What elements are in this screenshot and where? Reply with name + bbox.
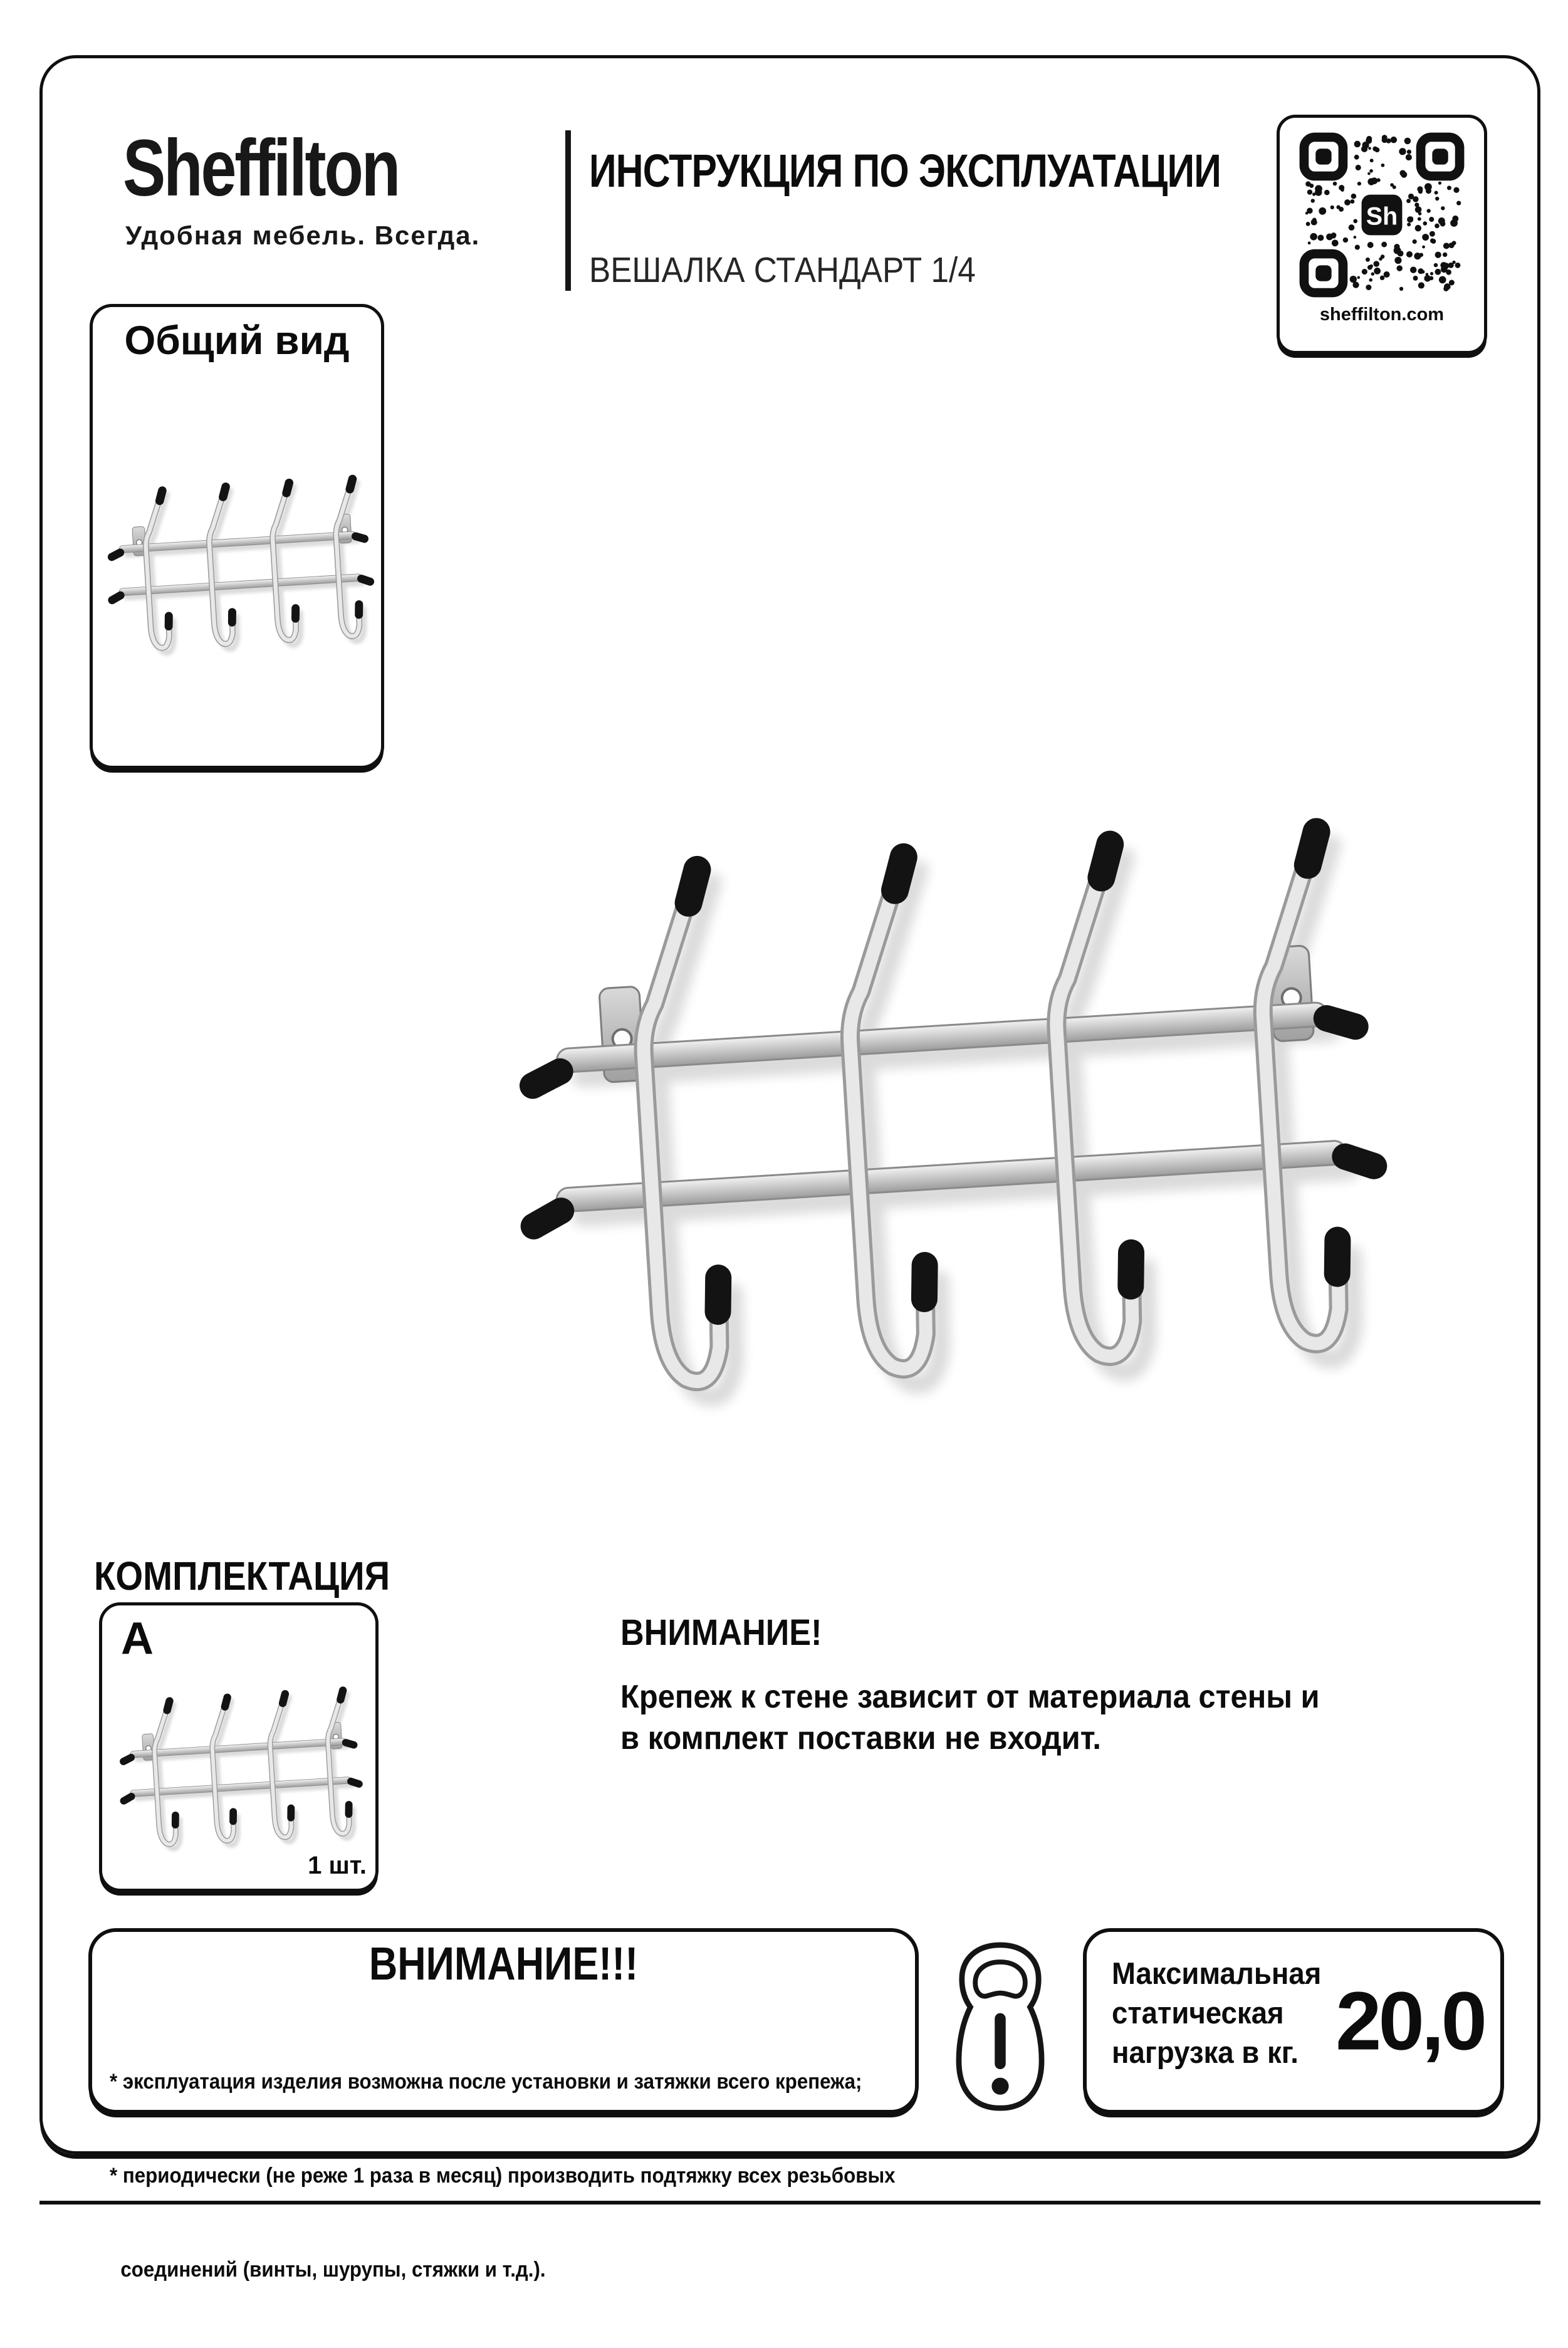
mounting-notice-text [620, 1676, 1445, 1759]
svg-text:Sh: Sh [1366, 202, 1398, 231]
max-load-label-line: нагрузка в кг. [1112, 2036, 1299, 2070]
warning-bullet: * эксплуатация изделия возможна после установки и затяжки всего крепежа; [110, 2070, 862, 2094]
warning-title: ВНИМАНИЕ!!! [368, 1938, 639, 1990]
package-section-title: КОМПЛЕКТАЦИЯ [94, 1553, 390, 1599]
mounting-notice-line: в комплект поставки не входит. [620, 1720, 1101, 1756]
weight-limit-icon [948, 1941, 1053, 2112]
general-view-title: Общий вид [124, 318, 350, 363]
header-divider [565, 130, 571, 291]
warning-bullet: соединений (винты, шурупы, стяжки и т.д.). [110, 2258, 546, 2282]
brand-logo: Sheffilton [123, 123, 399, 213]
max-load-label [1112, 1954, 1321, 2073]
max-load-panel [1083, 1928, 1504, 2114]
qr-code-icon [1294, 127, 1470, 303]
package-item-label: A [121, 1614, 154, 1664]
qr-caption: sheffilton.com [1319, 305, 1445, 325]
max-load-label-line: статическая [1112, 1996, 1284, 2030]
max-load-value: 20,0 [1335, 1975, 1484, 2067]
brand-tagline: Удобная мебель. Всегда. [125, 221, 481, 250]
max-load-label-line: Максимальная [1112, 1957, 1322, 1991]
hanger-thumbnail-illustration [102, 467, 372, 671]
hanger-main-illustration [501, 793, 1379, 1457]
warning-bullet-list [110, 2003, 896, 2348]
footer-rule [39, 2201, 1540, 2205]
package-item-quantity: 1 шт. [308, 1852, 367, 1879]
package-item-illustration [115, 1679, 360, 1865]
qr-panel [1277, 115, 1487, 354]
mounting-notice-line: Крепеж к стене зависит от материала стены и [620, 1679, 1320, 1715]
qr-center-logo [1362, 195, 1403, 236]
product-name: ВЕШАЛКА СТАНДАРТ 1/4 [589, 250, 976, 290]
package-item-panel [99, 1602, 379, 1892]
page-title: ИНСТРУКЦИЯ ПО ЭКСПЛУАТАЦИИ [589, 145, 1221, 197]
mounting-notice [620, 1612, 1498, 1759]
warning-panel [88, 1928, 919, 2282]
warning-bullet: * периодически (не реже 1 раза в месяц) производить подтяжку всех резьбовых [110, 2164, 896, 2188]
mounting-notice-title: ВНИМАНИЕ! [620, 1612, 822, 1653]
general-view-panel [90, 304, 384, 769]
